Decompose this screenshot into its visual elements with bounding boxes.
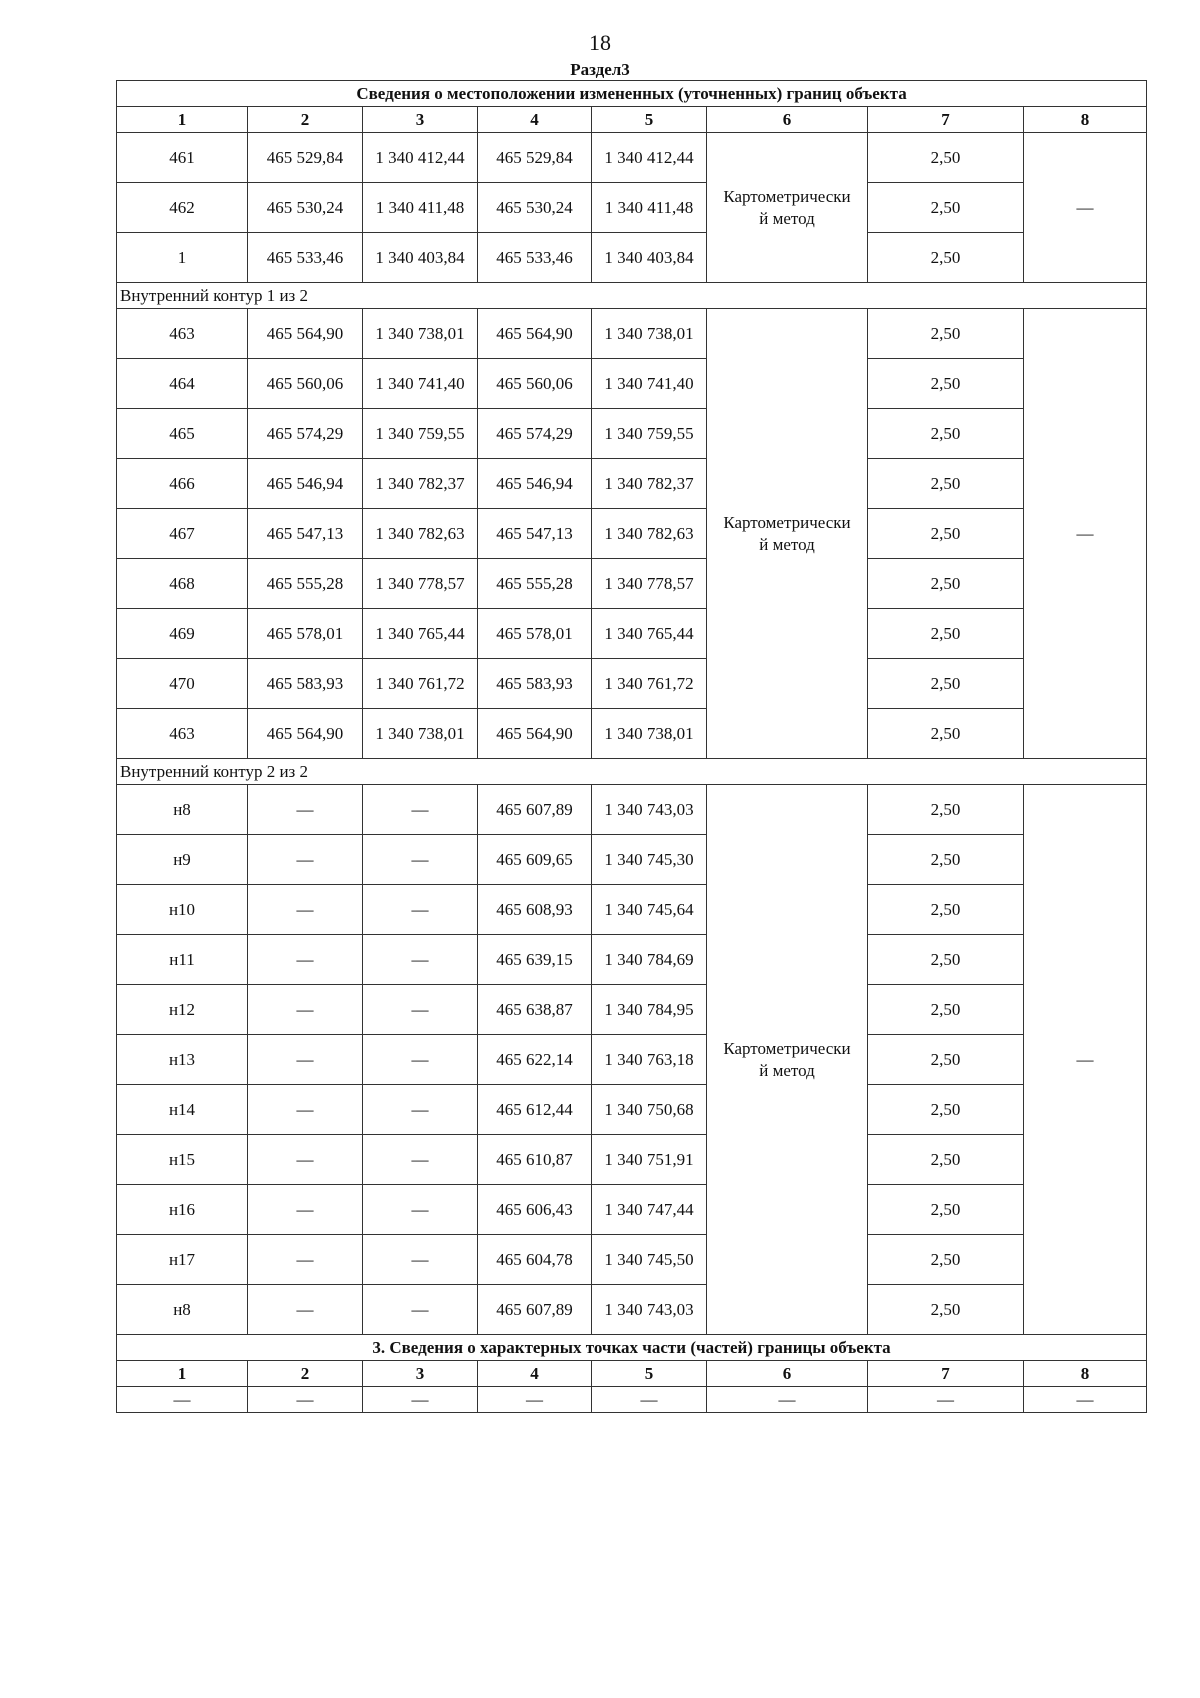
new-x-cell: 465 574,29 — [478, 409, 592, 459]
contour-row — [117, 759, 1147, 785]
point-id-cell: 465 — [117, 409, 248, 459]
method-line-1: Картометрически — [723, 512, 851, 532]
old-y-cell: 1 340 738,01 — [363, 709, 478, 759]
point-id-cell: н9 — [117, 835, 248, 885]
new-x-cell: 465 610,87 — [478, 1135, 592, 1185]
empty-cell: — — [478, 1387, 592, 1413]
old-y-cell: 1 340 412,44 — [363, 133, 478, 183]
table-row — [117, 1135, 1147, 1185]
empty-cell: — — [117, 1387, 248, 1413]
column-number: 2 — [248, 1361, 363, 1387]
old-y-cell: 1 340 765,44 — [363, 609, 478, 659]
new-y-cell: 1 340 403,84 — [592, 233, 707, 283]
new-x-cell: 465 529,84 — [478, 133, 592, 183]
accuracy-cell: 2,50 — [868, 1235, 1024, 1285]
contour-label: Внутренний контур 1 из 2 — [117, 283, 1147, 309]
column-number: 6 — [707, 1361, 868, 1387]
table-row — [117, 183, 1147, 233]
method-line-1: Картометрически — [723, 1038, 851, 1058]
new-y-cell: 1 340 765,44 — [592, 609, 707, 659]
column-number: 3 — [363, 107, 478, 133]
column-number: 8 — [1024, 1361, 1147, 1387]
accuracy-cell: 2,50 — [868, 835, 1024, 885]
table-row — [117, 659, 1147, 709]
old-x-cell: 465 530,24 — [248, 183, 363, 233]
new-x-cell: 465 547,13 — [478, 509, 592, 559]
method-cell — [707, 133, 868, 283]
new-x-cell: 465 546,94 — [478, 459, 592, 509]
point-id-cell: н8 — [117, 785, 248, 835]
old-x-cell: — — [248, 1185, 363, 1235]
new-x-cell: 465 555,28 — [478, 559, 592, 609]
method-line-1: Картометрически — [723, 186, 851, 206]
new-y-cell: 1 340 747,44 — [592, 1185, 707, 1235]
point-id-cell: 461 — [117, 133, 248, 183]
new-y-cell: 1 340 411,48 — [592, 183, 707, 233]
old-y-cell: — — [363, 935, 478, 985]
table-row — [117, 1185, 1147, 1235]
contour-row — [117, 283, 1147, 309]
table-row — [117, 559, 1147, 609]
point-id-cell: 462 — [117, 183, 248, 233]
description-cell: — — [1024, 133, 1147, 283]
table-row — [117, 233, 1147, 283]
old-y-cell: — — [363, 1135, 478, 1185]
new-x-cell: 465 530,24 — [478, 183, 592, 233]
old-y-cell: 1 340 782,37 — [363, 459, 478, 509]
new-x-cell: 465 608,93 — [478, 885, 592, 935]
table-row — [117, 1035, 1147, 1085]
accuracy-cell: 2,50 — [868, 509, 1024, 559]
accuracy-cell: 2,50 — [868, 1285, 1024, 1335]
new-x-cell: 465 560,06 — [478, 359, 592, 409]
old-x-cell: 465 555,28 — [248, 559, 363, 609]
old-y-cell: 1 340 741,40 — [363, 359, 478, 409]
old-y-cell: — — [363, 1235, 478, 1285]
page-number: 18 — [589, 30, 611, 55]
old-y-cell: — — [363, 1185, 478, 1235]
old-x-cell: — — [248, 885, 363, 935]
new-y-cell: 1 340 784,95 — [592, 985, 707, 1035]
new-y-cell: 1 340 745,64 — [592, 885, 707, 935]
point-id-cell: 466 — [117, 459, 248, 509]
table-row — [117, 309, 1147, 359]
column-header-row — [117, 107, 1147, 133]
table-row — [117, 1085, 1147, 1135]
new-y-cell: 1 340 743,03 — [592, 785, 707, 835]
table-row — [117, 509, 1147, 559]
new-x-cell: 465 604,78 — [478, 1235, 592, 1285]
old-y-cell: — — [363, 985, 478, 1035]
new-y-cell: 1 340 741,40 — [592, 359, 707, 409]
new-y-cell: 1 340 743,03 — [592, 1285, 707, 1335]
table-row — [117, 985, 1147, 1035]
new-y-cell: 1 340 763,18 — [592, 1035, 707, 1085]
point-id-cell: н15 — [117, 1135, 248, 1185]
table-row — [117, 935, 1147, 985]
table-row — [117, 1235, 1147, 1285]
accuracy-cell: 2,50 — [868, 609, 1024, 659]
accuracy-cell: 2,50 — [868, 709, 1024, 759]
method-cell — [707, 785, 868, 1335]
table-row — [117, 785, 1147, 835]
old-y-cell: 1 340 403,84 — [363, 233, 478, 283]
new-y-cell: 1 340 761,72 — [592, 659, 707, 709]
new-x-cell: 465 639,15 — [478, 935, 592, 985]
old-x-cell: 465 547,13 — [248, 509, 363, 559]
column-number: 5 — [592, 107, 707, 133]
empty-cell: — — [868, 1387, 1024, 1413]
point-id-cell: н17 — [117, 1235, 248, 1285]
accuracy-cell: 2,50 — [868, 935, 1024, 985]
point-id-cell: 1 — [117, 233, 248, 283]
old-y-cell: — — [363, 785, 478, 835]
column-number: 5 — [592, 1361, 707, 1387]
old-x-cell: — — [248, 835, 363, 885]
new-y-cell: 1 340 745,30 — [592, 835, 707, 885]
new-x-cell: 465 533,46 — [478, 233, 592, 283]
point-id-cell: 464 — [117, 359, 248, 409]
table-row — [117, 609, 1147, 659]
old-x-cell: 465 574,29 — [248, 409, 363, 459]
new-x-cell: 465 564,90 — [478, 709, 592, 759]
old-y-cell: — — [363, 1285, 478, 1335]
old-x-cell: — — [248, 1135, 363, 1185]
contour-label: Внутренний контур 2 из 2 — [117, 759, 1147, 785]
old-x-cell: — — [248, 1285, 363, 1335]
section3-column-header-row — [117, 1361, 1147, 1387]
section3-title-row — [117, 1335, 1147, 1361]
new-x-cell: 465 638,87 — [478, 985, 592, 1035]
old-y-cell: 1 340 759,55 — [363, 409, 478, 459]
column-number: 2 — [248, 107, 363, 133]
description-cell: — — [1024, 785, 1147, 1335]
method-cell — [707, 309, 868, 759]
point-id-cell: 470 — [117, 659, 248, 709]
boundary-table — [116, 80, 1147, 1413]
point-id-cell: н10 — [117, 885, 248, 935]
new-y-cell: 1 340 759,55 — [592, 409, 707, 459]
point-id-cell: н12 — [117, 985, 248, 1035]
table-row — [117, 1285, 1147, 1335]
old-x-cell: — — [248, 1085, 363, 1135]
old-x-cell: — — [248, 985, 363, 1035]
accuracy-cell: 2,50 — [868, 985, 1024, 1035]
new-y-cell: 1 340 778,57 — [592, 559, 707, 609]
old-x-cell: 465 564,90 — [248, 709, 363, 759]
point-id-cell: н16 — [117, 1185, 248, 1235]
old-x-cell: — — [248, 1035, 363, 1085]
accuracy-cell: 2,50 — [868, 359, 1024, 409]
column-number: 4 — [478, 107, 592, 133]
new-y-cell: 1 340 412,44 — [592, 133, 707, 183]
table-row — [117, 459, 1147, 509]
old-y-cell: — — [363, 835, 478, 885]
new-y-cell: 1 340 784,69 — [592, 935, 707, 985]
table-row — [117, 359, 1147, 409]
empty-cell: — — [248, 1387, 363, 1413]
old-y-cell: — — [363, 1085, 478, 1135]
accuracy-cell: 2,50 — [868, 183, 1024, 233]
new-x-cell: 465 583,93 — [478, 659, 592, 709]
column-number: 7 — [868, 107, 1024, 133]
old-x-cell: 465 560,06 — [248, 359, 363, 409]
new-x-cell: 465 607,89 — [478, 785, 592, 835]
method-line-2: й метод — [759, 208, 815, 228]
empty-cell: — — [363, 1387, 478, 1413]
empty-cell: — — [1024, 1387, 1147, 1413]
new-x-cell: 465 612,44 — [478, 1085, 592, 1135]
accuracy-cell: 2,50 — [868, 459, 1024, 509]
point-id-cell: н11 — [117, 935, 248, 985]
old-x-cell: 465 578,01 — [248, 609, 363, 659]
new-x-cell: 465 606,43 — [478, 1185, 592, 1235]
accuracy-cell: 2,50 — [868, 1185, 1024, 1235]
point-id-cell: н13 — [117, 1035, 248, 1085]
old-x-cell: 465 583,93 — [248, 659, 363, 709]
accuracy-cell: 2,50 — [868, 309, 1024, 359]
new-x-cell: 465 607,89 — [478, 1285, 592, 1335]
accuracy-cell: 2,50 — [868, 1135, 1024, 1185]
old-x-cell: 465 533,46 — [248, 233, 363, 283]
point-id-cell: 463 — [117, 309, 248, 359]
column-number: 8 — [1024, 107, 1147, 133]
accuracy-cell: 2,50 — [868, 1035, 1024, 1085]
new-x-cell: 465 578,01 — [478, 609, 592, 659]
description-cell: — — [1024, 309, 1147, 759]
method-line-2: й метод — [759, 1060, 815, 1080]
old-x-cell: 465 546,94 — [248, 459, 363, 509]
column-number: 1 — [117, 1361, 248, 1387]
accuracy-cell: 2,50 — [868, 559, 1024, 609]
new-x-cell: 465 609,65 — [478, 835, 592, 885]
table-row — [117, 835, 1147, 885]
old-y-cell: 1 340 782,63 — [363, 509, 478, 559]
accuracy-cell: 2,50 — [868, 885, 1024, 935]
column-number: 6 — [707, 107, 868, 133]
section-label: Раздел3 — [570, 60, 630, 79]
old-y-cell: — — [363, 1035, 478, 1085]
table-row — [117, 885, 1147, 935]
new-x-cell: 465 622,14 — [478, 1035, 592, 1085]
table-row — [117, 133, 1147, 183]
old-x-cell: — — [248, 935, 363, 985]
section3-empty-row — [117, 1387, 1147, 1413]
empty-cell: — — [707, 1387, 868, 1413]
old-x-cell: 465 529,84 — [248, 133, 363, 183]
new-y-cell: 1 340 750,68 — [592, 1085, 707, 1135]
point-id-cell: 463 — [117, 709, 248, 759]
point-id-cell: н8 — [117, 1285, 248, 1335]
new-y-cell: 1 340 745,50 — [592, 1235, 707, 1285]
accuracy-cell: 2,50 — [868, 133, 1024, 183]
point-id-cell: 468 — [117, 559, 248, 609]
column-number: 1 — [117, 107, 248, 133]
point-id-cell: 467 — [117, 509, 248, 559]
old-y-cell: — — [363, 885, 478, 935]
empty-cell: — — [592, 1387, 707, 1413]
new-y-cell: 1 340 782,63 — [592, 509, 707, 559]
new-y-cell: 1 340 782,37 — [592, 459, 707, 509]
old-x-cell: — — [248, 785, 363, 835]
accuracy-cell: 2,50 — [868, 1085, 1024, 1135]
section3-title: 3. Сведения о характерных точках части (частей) границы объекта — [117, 1335, 1147, 1361]
table-row — [117, 709, 1147, 759]
accuracy-cell: 2,50 — [868, 785, 1024, 835]
point-id-cell: 469 — [117, 609, 248, 659]
old-y-cell: 1 340 778,57 — [363, 559, 478, 609]
method-line-2: й метод — [759, 534, 815, 554]
column-number: 3 — [363, 1361, 478, 1387]
new-y-cell: 1 340 738,01 — [592, 709, 707, 759]
old-y-cell: 1 340 738,01 — [363, 309, 478, 359]
column-number: 4 — [478, 1361, 592, 1387]
point-id-cell: н14 — [117, 1085, 248, 1135]
old-y-cell: 1 340 411,48 — [363, 183, 478, 233]
table-row — [117, 409, 1147, 459]
old-y-cell: 1 340 761,72 — [363, 659, 478, 709]
column-number: 7 — [868, 1361, 1024, 1387]
accuracy-cell: 2,50 — [868, 409, 1024, 459]
new-x-cell: 465 564,90 — [478, 309, 592, 359]
table-title: Сведения о местоположении измененных (уточненных) границ объекта — [117, 81, 1147, 107]
new-y-cell: 1 340 751,91 — [592, 1135, 707, 1185]
old-x-cell: — — [248, 1235, 363, 1285]
old-x-cell: 465 564,90 — [248, 309, 363, 359]
accuracy-cell: 2,50 — [868, 659, 1024, 709]
new-y-cell: 1 340 738,01 — [592, 309, 707, 359]
table-title-row — [117, 81, 1147, 107]
accuracy-cell: 2,50 — [868, 233, 1024, 283]
